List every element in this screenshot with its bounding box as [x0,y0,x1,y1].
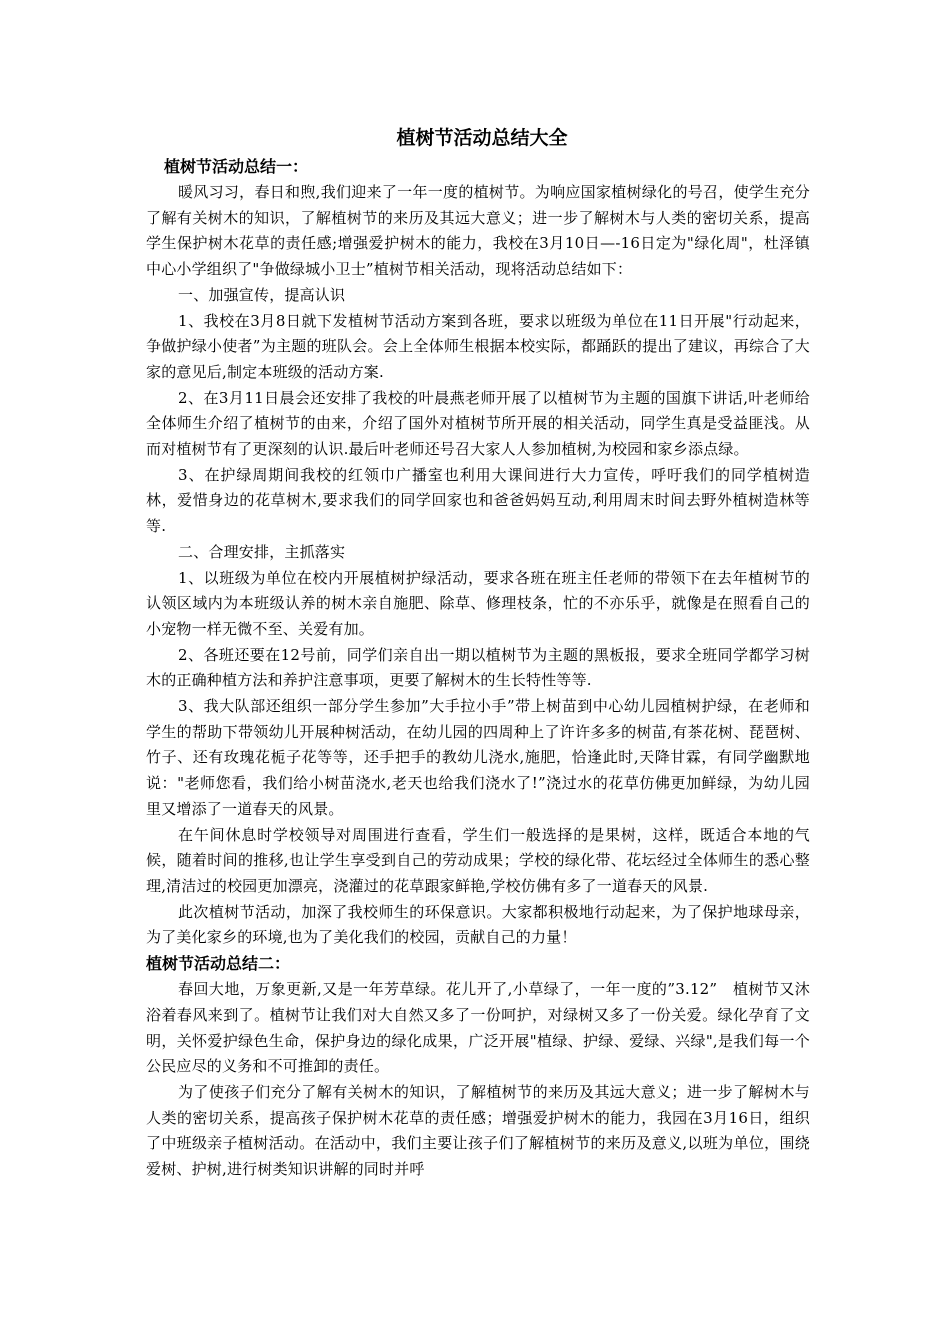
paragraph: 1、以班级为单位在校内开展植树护绿活动，要求各班在班主任老师的带领下在去年植树节的认领区域内为本班级认养的树木亲自施肥、除草、修理枝条，忙的不亦乐乎，就像是在照看自己的小宠物一样无微不至、关爱有加。 [146,568,810,638]
section-heading-1: 植树节活动总结一： [164,157,309,176]
section-heading-2: 植树节活动总结二： [146,954,291,974]
paragraph: 2、在3月11日晨会还安排了我校的叶晨燕老师开展了以植树节为主题的国旗下讲话,叶老师给全体师生介绍了植树节的由来，介绍了国外对植树节所开展的相关活动，同学生真是受益匪浅。从而对植树节有了更深刻的认识.最后叶老师还号召大家人人参加植树,为校园和家乡添点绿。 [146,388,810,459]
paragraph: 3、在护绿周期间我校的红领巾广播室也利用大课间进行大力宣传，呼吁我们的同学植树造林，爱惜身边的花草树木,要求我们的同学回家也和爸爸妈妈互动,利用周末时间去野外植树造林等等. [146,465,810,536]
paragraph: 此次植树节活动，加深了我校师生的环保意识。大家都积极地行动起来，为了保护地球母亲，为了美化家乡的环境,也为了美化我们的校园，贡献自己的力量！ [146,902,810,947]
paragraph: 为了使孩子们充分了解有关树木的知识，了解植树节的来历及其远大意义；进一步了解树木与人类的密切关系，提高孩子保护树木花草的责任感；增强爱护树木的能力，我园在3月16日，组织了中班级亲子植树活动。在活动中，我们主要让孩子们了解植树节的来历及意义,以班为单位，围绕爱树、护树,进行树类知识讲解的同时并呼 [146,1082,810,1179]
paragraph: 春回大地，万象更新,又是一年芳草绿。花儿开了,小草绿了，一年一度的”3.12” 植树节又沐浴着春风来到了。植树节让我们对大自然又多了一份呵护，对绿树又多了一份关爱。绿化孕育了文明，关怀爱护绿色生命，保护身边的绿化成果，广泛开展"植绿、护绿、爱绿、兴绿",是我们每一个公民应尽的义务和不可推卸的责任。 [146,980,810,1076]
document-page [146,122,810,1183]
paragraph: 在午间休息时学校领导对周围进行查看，学生们一般选择的是果树，这样，既适合本地的气候，随着时间的推移,也让学生享受到自己的劳动成果；学校的绿化带、花坛经过全体师生的悉心整理,清洁过的校园更加漂亮，浇灌过的花草跟家鲜艳,学校仿佛有多了一道春天的风景. [146,825,810,895]
paragraph: 1、我校在3月8日就下发植树节活动方案到各班，要求以班级为单位在11日开展"行动起来，争做护绿小使者”为主题的班队会。会上全体师生根据本校实际，都踊跃的提出了建议，再综合了大家的意见后,制定本班级的活动方案. [146,311,810,381]
paragraph: 暖风习习，春日和煦,我们迎来了一年一度的植树节。为响应国家植树绿化的号召，使学生充分了解有关树木的知识，了解植树节的来历及其远大意义；进一步了解树木与人类的密切关系，提高学生保护树木花草的责任感;增强爱护树木的能力，我校在3月10日—-16日定为"绿化周"，杜泽镇中心小学组织了"争做绿城小卫士”植树节相关活动，现将活动总结如下： [146,183,810,279]
paragraph: 3、我大队部还组织一部分学生参加”大手拉小手”带上树苗到中心幼儿园植树护绿，在老师和学生的帮助下带领幼儿开展种树活动，在幼儿园的四周种上了许许多多的树苗,有茶花树、琵琶树、竹子、还有玫瑰花栀子花等等，还手把手的教幼儿浇水,施肥，恰逢此时,天降甘霖，有同学幽默地说："老师您看，我们给小树苗浇水,老天也给我们浇水了!”浇过水的花草仿佛更加鲜绿，为幼儿园里又增添了一道春天的风景。 [146,697,810,818]
subheading-paragraph: 二、合理安排，主抓落实 [178,542,346,561]
subheading-paragraph: 一、加强宣传，提高认识 [178,285,346,304]
paragraph: 2、各班还要在12号前，同学们亲自出一期以植树节为主题的黑板报，要求全班同学都学习树木的正确种植方法和养护注意事项，更要了解树木的生长特性等等. [146,645,810,690]
document-title: 植树节活动总结大全 [396,127,568,149]
